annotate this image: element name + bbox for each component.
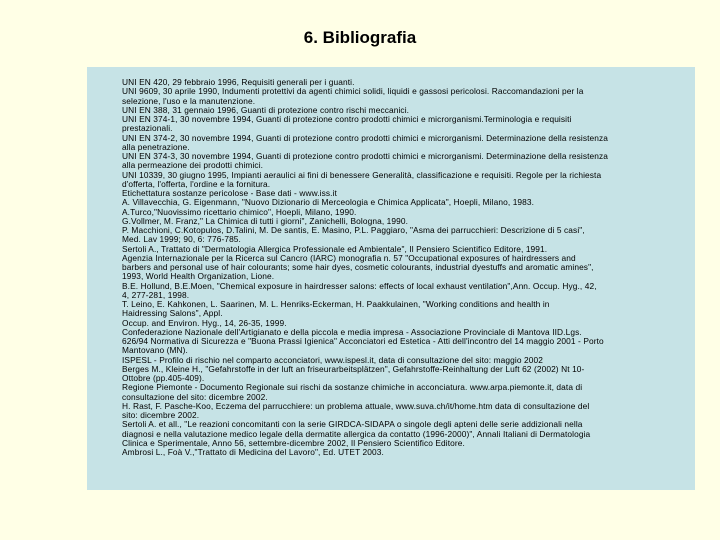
reference-line: H. Rast, F. Pasche-Koo, Eczema del parrucchiere: un problema attuale, www.suva.ch/it/home.htm data di consultazione del bbox=[122, 401, 590, 411]
reference-line: Regione Piemonte - Documento Regionale sui rischi da sostanze chimiche in acconciatura. www.arpa.piemonte.it, data di bbox=[122, 383, 583, 393]
reference-line: Ottobre (pp.405-409). bbox=[122, 374, 205, 383]
reference-line: Occup. and Environ. Hyg., 14, 26-35, 1999. bbox=[122, 318, 287, 328]
reference-line: UNI EN 388, 31 gennaio 1996, Guanti di protezione contro rischi meccanici. bbox=[122, 105, 410, 115]
reference-line: UNI EN 374-2, 30 novembre 1994, Guanti di protezione contro prodotti chimici e microrganismi. Determinazione della resistenza bbox=[122, 133, 609, 143]
reference-line: ISPESL - Profilo di rischio nel comparto acconciatori, www.ispesl.it, data di consultazione del sito: maggio 2002 bbox=[122, 355, 543, 365]
reference-line: UNI EN 374-3, 30 novembre 1994, Guanti di protezione contro prodotti chimici e microrganismi. Determinazione della resistenza bbox=[122, 152, 609, 161]
reference-line: d'offerta, l'offerta, l'ordine e la fornitura. bbox=[122, 179, 271, 189]
reference-line: alla permeazione dei prodotti chimici. bbox=[122, 161, 264, 171]
reference-line: T. Leino, E. Kahkonen, L. Saarinen, M. L. Henriks-Eckerman, H. Paakkulainen, "Working conditions and health in bbox=[122, 300, 550, 309]
reference-line: P. Macchioni, C.Kotopulos, D.Talini, M. De santis, E. Masino, P.L. Paggiaro, "Asma dei parrucchieri: Descrizione di 5 casi", bbox=[122, 226, 585, 235]
reference-line: Sertoli A., Trattato di "Dermatologia Allergica Professionale ed Ambientale", Il Pensiero Scientifico Editore, 1991. bbox=[122, 244, 548, 254]
reference-line: Med. Lav 1999; 90, 6: 776-785. bbox=[122, 235, 241, 245]
reference-line: alla penetrazione. bbox=[122, 142, 190, 152]
reference-line: consultazione del sito: dicembre 2002. bbox=[122, 392, 268, 402]
reference-line: UNI EN 374-1, 30 novembre 1994, Guanti di protezione contro prodotti chimici e microrganismi.Terminologia e requisiti bbox=[122, 115, 572, 124]
reference-line: selezione, l'uso e la manutenzione. bbox=[122, 96, 256, 106]
reference-line: Agenzia Internazionale per la Ricerca sul Cancro (IARC) monografia n. 57 "Occupational exposures of hairdressers and bbox=[122, 253, 576, 263]
reference-line: A. Villavecchia, G. Eigenmann, "Nuovo Dizionario di Merceologia e Chimica Applicata", Hoepli, Milano, 1983. bbox=[122, 198, 535, 208]
bibliography-panel bbox=[87, 67, 695, 490]
reference-line: Etichettatura sostanze pericolose - Base dati - www.iss.it bbox=[122, 189, 337, 198]
reference-line: 1993, World Health Organization, Lione. bbox=[122, 272, 275, 282]
reference-line: Haidressing Salons", Appl. bbox=[122, 309, 223, 319]
reference-line: Berges M., Kleine H., "Gefahrstoffe in der luft an friseurarbeitsplätzen", Gefahrstoffe-Reinhaltung der Luft 62 (2002) Nt 10- bbox=[122, 364, 585, 374]
reference-line: diagnosi e nella valutazione medico legale della dermatite allergica da contatto (1996-2000)", Annali Italiani di Dermatologia bbox=[122, 429, 591, 439]
reference-line: Clinica e Sperimentale, Anno 56, settembre-dicembre 2002, Il Pensiero Scientifico Editore. bbox=[122, 438, 465, 448]
reference-line: Sertoli A. et all., "Le reazioni concomitanti con la serie GIRDCA-SIDAPA o singole degli apteni delle serie addizionali nella bbox=[122, 420, 583, 430]
reference-line: B.E. Hollund, B.E.Moen, "Chemical exposure in hairdresser salons: effects of local exhaust ventilation",Ann. Occup. Hyg., 42, bbox=[122, 281, 597, 291]
reference-line: prestazionali. bbox=[122, 124, 173, 134]
reference-line: UNI 9609, 30 aprile 1990, Indumenti protettivi da agenti chimici solidi, liquidi e gassosi pericolosi. Raccomandazioni per la bbox=[122, 87, 584, 97]
slide-title: 6. Bibliografia bbox=[303, 28, 417, 47]
reference-line: Ambrosi L., Foà V.,"Trattato di Medicina del Lavoro", Ed. UTET 2003. bbox=[122, 448, 384, 457]
reference-line: 626/94 Normativa di Sicurezza e "Buona Prassi Igienica" Acconciatori ed Estetica - Atti dell'incontro del 14 maggio 2001 - Porto bbox=[122, 337, 604, 346]
reference-line: A.Turco,"Nuovissimo ricettario chimico", Hoepli, Milano, 1990. bbox=[122, 207, 357, 217]
reference-line: G.Vollmer, M. Franz," La Chimica di tutti i giorni", Zanichelli, Bologna, 1990. bbox=[122, 216, 409, 226]
reference-line: 4, 277-281, 1998. bbox=[122, 290, 190, 300]
reference-line: barbers and personal use of hair colourants; some hair dyes, cosmetic colourants, industrial dyestuffs and aromatic amines", bbox=[122, 263, 594, 272]
reference-line: sito: dicembre 2002. bbox=[122, 411, 200, 420]
reference-line: UNI EN 420, 29 febbraio 1996, Requisiti generali per i guanti. bbox=[122, 78, 355, 87]
reference-line: Confederazione Nazionale dell'Artigianato e della piccola e media impresa - Associazione Provinciale di Mantova IID.Lgs. bbox=[122, 327, 582, 337]
reference-line: UNI 10339, 30 giugno 1995, Impianti aeraulici ai fini di benessere Generalità, classificazione e requisiti. Regole per la richiesta bbox=[122, 170, 602, 180]
reference-line: Mantovano (MN). bbox=[122, 346, 188, 356]
reference-list bbox=[122, 78, 687, 457]
